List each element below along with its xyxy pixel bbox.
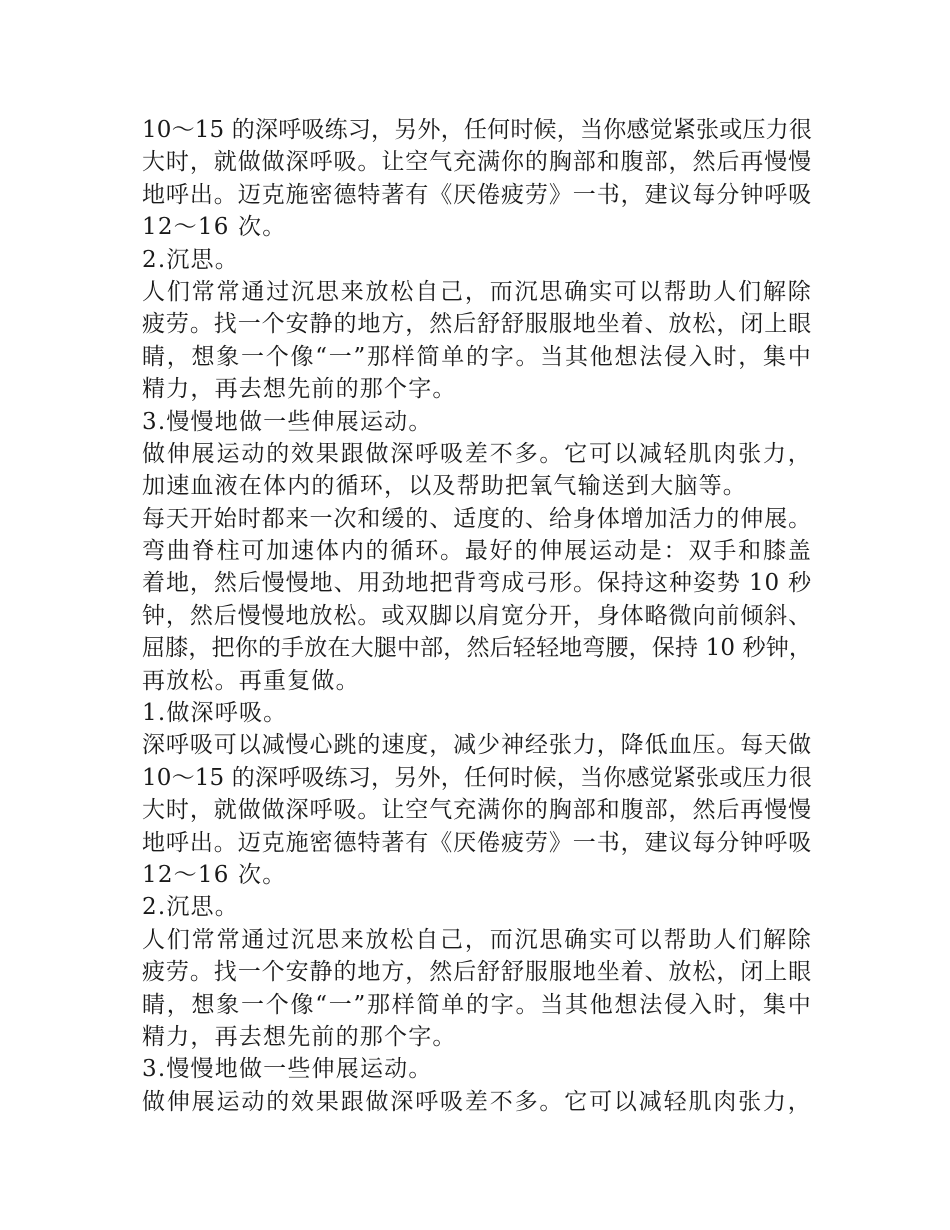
text-line: 精力，再去想先前的那个字。 (142, 1023, 457, 1050)
text-line: 人们常常通过沉思来放松自己，而沉思确实可以帮助人们解除 (142, 926, 812, 953)
text-line: 每天开始时都来一次和缓的、适度的、给身体增加活力的伸展。 (142, 505, 812, 532)
text-line: 疲劳。找一个安静的地方，然后舒舒服服地坐着、放松，闭上眼 (142, 959, 812, 986)
text-line: 疲劳。找一个安静的地方，然后舒舒服服地坐着、放松，闭上眼 (142, 311, 812, 338)
document-body (142, 114, 812, 1118)
text-line: 睛，想象一个像“一”那样简单的字。当其他想法侵入时，集中 (142, 343, 812, 370)
text-line: 2.沉思。 (142, 894, 239, 921)
text-line: 10～15 的深呼吸练习，另外，任何时候，当你感觉紧张或压力很 (142, 764, 812, 791)
text-line: 大时，就做做深呼吸。让空气充满你的胸部和腹部，然后再慢慢 (142, 797, 812, 824)
text-line: 钟，然后慢慢地放松。或双脚以肩宽分开，身体略微向前倾斜、 (142, 602, 812, 629)
text-line: 着地，然后慢慢地、用劲地把背弯成弓形。保持这种姿势 10 秒 (142, 570, 812, 597)
text-line: 精力，再去想先前的那个字。 (142, 376, 457, 403)
text-line: 10～15 的深呼吸练习，另外，任何时候，当你感觉紧张或压力很 (142, 117, 812, 143)
text-line: 地呼出。迈克施密德特著有《厌倦疲劳》一书，建议每分钟呼吸 (142, 829, 812, 856)
text-line: 地呼出。迈克施密德特著有《厌倦疲劳》一书，建议每分钟呼吸 (142, 181, 812, 208)
text-line: 2.沉思。 (142, 246, 239, 273)
text-line: 屈膝，把你的手放在大腿中部，然后轻轻地弯腰，保持 10 秒钟， (142, 635, 812, 662)
text-line: 睛，想象一个像“一”那样简单的字。当其他想法侵入时，集中 (142, 991, 812, 1018)
text-line: 1.做深呼吸。 (142, 700, 288, 727)
text-line: 12～16 次。 (142, 214, 287, 241)
text-line: 加速血液在体内的循环，以及帮助把氧气输送到大脑等。 (142, 473, 747, 500)
text-line: 弯曲脊柱可加速体内的循环。最好的伸展运动是：双手和膝盖 (142, 538, 812, 565)
text-line: 人们常常通过沉思来放松自己，而沉思确实可以帮助人们解除 (142, 278, 812, 305)
text-line: 大时，就做做深呼吸。让空气充满你的胸部和腹部，然后再慢慢 (142, 149, 812, 176)
text-line: 深呼吸可以减慢心跳的速度，减少神经张力，降低血压。每天做 (142, 732, 812, 759)
text-line: 3.慢慢地做一些伸展运动。 (142, 408, 433, 435)
text-line: 12～16 次。 (142, 861, 287, 888)
text-line: 再放松。再重复做。 (142, 667, 360, 694)
text-line: 做伸展运动的效果跟做深呼吸差不多。它可以减轻肌肉张力， (142, 440, 812, 467)
text-line: 做伸展运动的效果跟做深呼吸差不多。它可以减轻肌肉张力， (142, 1088, 812, 1115)
text-line: 3.慢慢地做一些伸展运动。 (142, 1056, 433, 1083)
